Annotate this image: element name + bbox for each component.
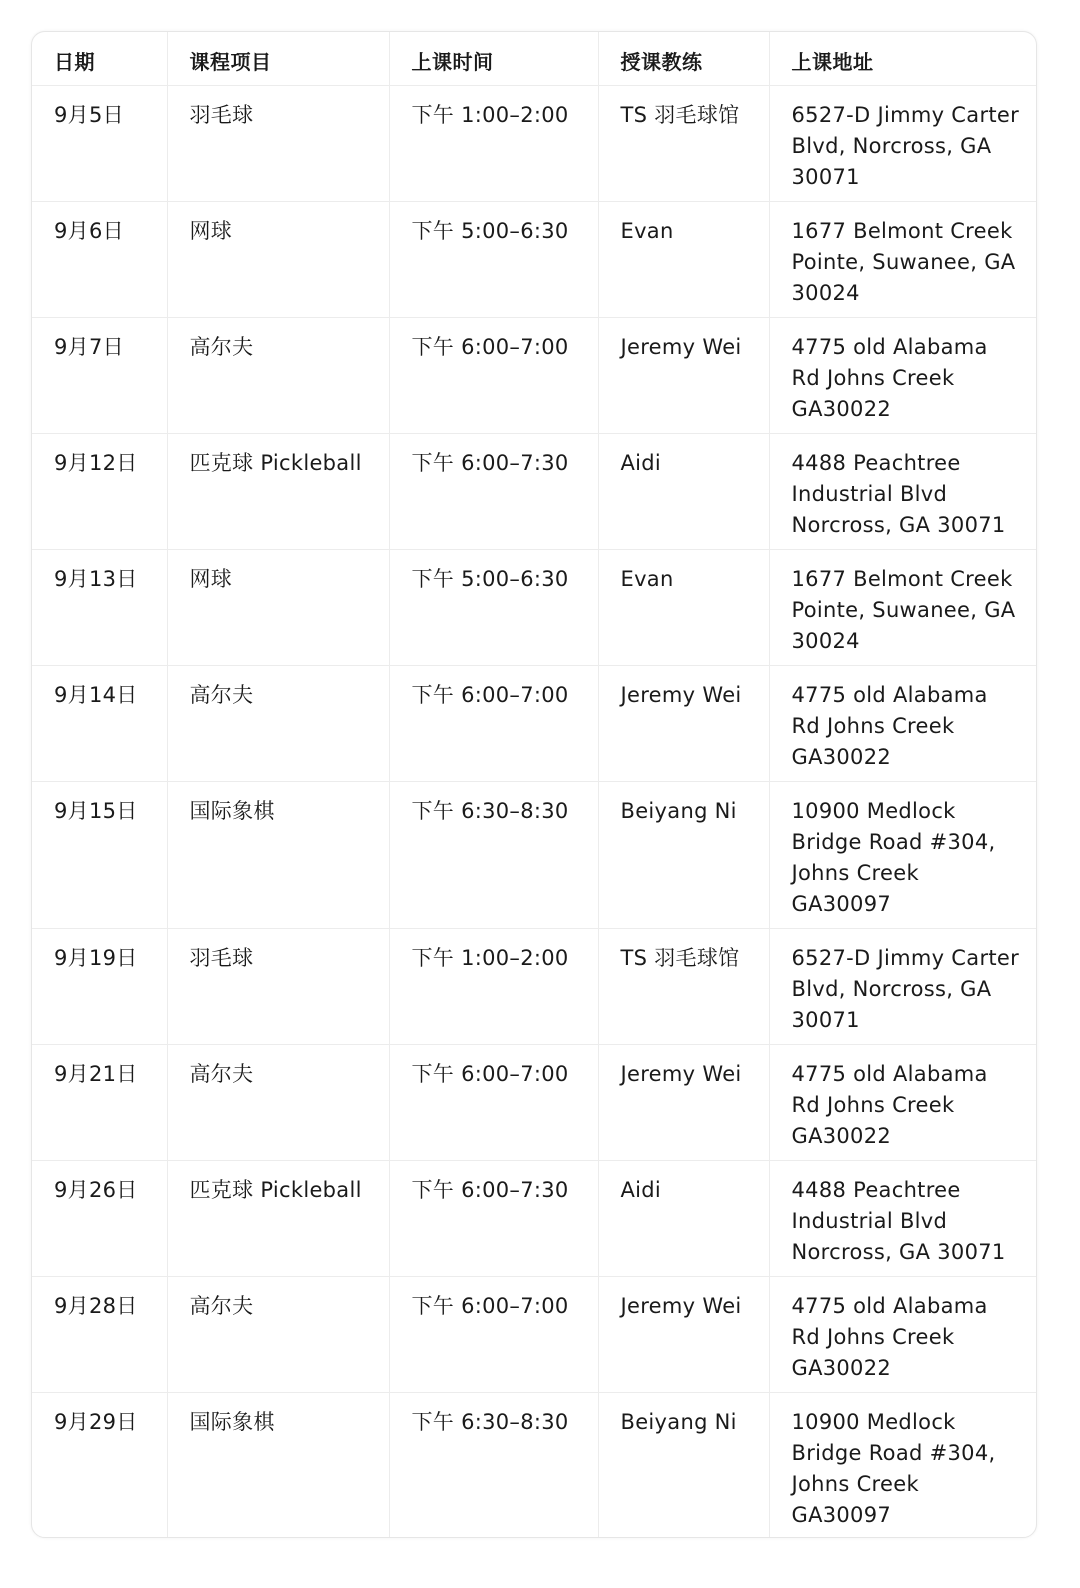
cell-time: 下午 5:00–6:30	[389, 549, 598, 665]
schedule-table-card	[31, 31, 1037, 1538]
table-row	[32, 665, 1036, 781]
table-row	[32, 1044, 1036, 1160]
cell-date: 9月14日	[32, 665, 167, 781]
cell-coach: TS 羽毛球馆	[598, 928, 769, 1044]
cell-course: 匹克球 Pickleball	[167, 433, 389, 549]
cell-address: 4775 old Alabama Rd Johns Creek GA30022	[769, 317, 1036, 433]
cell-course: 高尔夫	[167, 1044, 389, 1160]
cell-coach: Evan	[598, 549, 769, 665]
cell-date: 9月26日	[32, 1160, 167, 1276]
table-row	[32, 1160, 1036, 1276]
cell-date: 9月6日	[32, 201, 167, 317]
cell-coach: TS 羽毛球馆	[598, 85, 769, 201]
cell-course: 匹克球 Pickleball	[167, 1160, 389, 1276]
cell-coach: Evan	[598, 201, 769, 317]
cell-date: 9月7日	[32, 317, 167, 433]
cell-date: 9月15日	[32, 781, 167, 928]
cell-date: 9月13日	[32, 549, 167, 665]
cell-coach: Beiyang Ni	[598, 1392, 769, 1537]
table-header	[32, 32, 1036, 85]
table-body	[32, 85, 1036, 1537]
cell-time: 下午 5:00–6:30	[389, 201, 598, 317]
cell-time: 下午 6:00–7:00	[389, 1276, 598, 1392]
column-header-date: 日期	[54, 50, 95, 74]
table-row	[32, 928, 1036, 1044]
cell-address: 6527-D Jimmy Carter Blvd, Norcross, GA 30071	[769, 928, 1036, 1044]
cell-time: 下午 6:30–8:30	[389, 781, 598, 928]
header-row	[32, 32, 1036, 85]
cell-time: 下午 6:00–7:30	[389, 1160, 598, 1276]
cell-date: 9月21日	[32, 1044, 167, 1160]
table-row	[32, 1392, 1036, 1537]
column-header-time: 上课时间	[389, 32, 598, 85]
cell-time: 下午 1:00–2:00	[389, 928, 598, 1044]
cell-address: 4775 old Alabama Rd Johns Creek GA30022	[769, 665, 1036, 781]
cell-address: 1677 Belmont Creek Pointe, Suwanee, GA 30024	[769, 549, 1036, 665]
cell-coach: Jeremy Wei	[598, 1276, 769, 1392]
cell-address: 4775 old Alabama Rd Johns Creek GA30022	[769, 1276, 1036, 1392]
cell-date: 9月5日	[32, 85, 167, 201]
cell-address: 4775 old Alabama Rd Johns Creek GA30022	[769, 1044, 1036, 1160]
cell-address: 10900 Medlock Bridge Road #304, Johns Creek GA30097	[769, 781, 1036, 928]
cell-coach: Jeremy Wei	[598, 665, 769, 781]
cell-course: 羽毛球	[167, 85, 389, 201]
cell-address: 1677 Belmont Creek Pointe, Suwanee, GA 30024	[769, 201, 1036, 317]
cell-time: 下午 6:00–7:00	[389, 1044, 598, 1160]
cell-course: 高尔夫	[167, 1276, 389, 1392]
cell-time: 下午 6:00–7:30	[389, 433, 598, 549]
table-row	[32, 549, 1036, 665]
cell-address: 4488 Peachtree Industrial Blvd Norcross, GA 30071	[769, 433, 1036, 549]
cell-date: 9月29日	[32, 1392, 167, 1537]
cell-time: 下午 1:00–2:00	[389, 85, 598, 201]
column-header-coach: 授课教练	[598, 32, 769, 85]
cell-course: 国际象棋	[167, 781, 389, 928]
cell-address: 10900 Medlock Bridge Road #304, Johns Creek GA30097	[769, 1392, 1036, 1537]
cell-date: 9月28日	[32, 1276, 167, 1392]
cell-coach: Aidi	[598, 1160, 769, 1276]
cell-address: 4488 Peachtree Industrial Blvd Norcross, GA 30071	[769, 1160, 1036, 1276]
cell-course: 网球	[167, 201, 389, 317]
cell-address: 6527-D Jimmy Carter Blvd, Norcross, GA 30071	[769, 85, 1036, 201]
cell-course: 高尔夫	[167, 317, 389, 433]
table-row	[32, 317, 1036, 433]
cell-course: 高尔夫	[167, 665, 389, 781]
cell-coach: Jeremy Wei	[598, 317, 769, 433]
cell-coach: Aidi	[598, 433, 769, 549]
table-row	[32, 201, 1036, 317]
cell-course: 网球	[167, 549, 389, 665]
table-row	[32, 1276, 1036, 1392]
column-header-address: 上课地址	[769, 32, 1036, 85]
cell-time: 下午 6:00–7:00	[389, 317, 598, 433]
table-row	[32, 85, 1036, 201]
cell-course: 羽毛球	[167, 928, 389, 1044]
cell-coach: Jeremy Wei	[598, 1044, 769, 1160]
cell-time: 下午 6:30–8:30	[389, 1392, 598, 1537]
table-row	[32, 433, 1036, 549]
cell-course: 国际象棋	[167, 1392, 389, 1537]
cell-date: 9月19日	[32, 928, 167, 1044]
schedule-table	[32, 32, 1036, 1537]
cell-date: 9月12日	[32, 433, 167, 549]
cell-time: 下午 6:00–7:00	[389, 665, 598, 781]
column-header-course: 课程项目	[167, 32, 389, 85]
table-row	[32, 781, 1036, 928]
cell-coach: Beiyang Ni	[598, 781, 769, 928]
